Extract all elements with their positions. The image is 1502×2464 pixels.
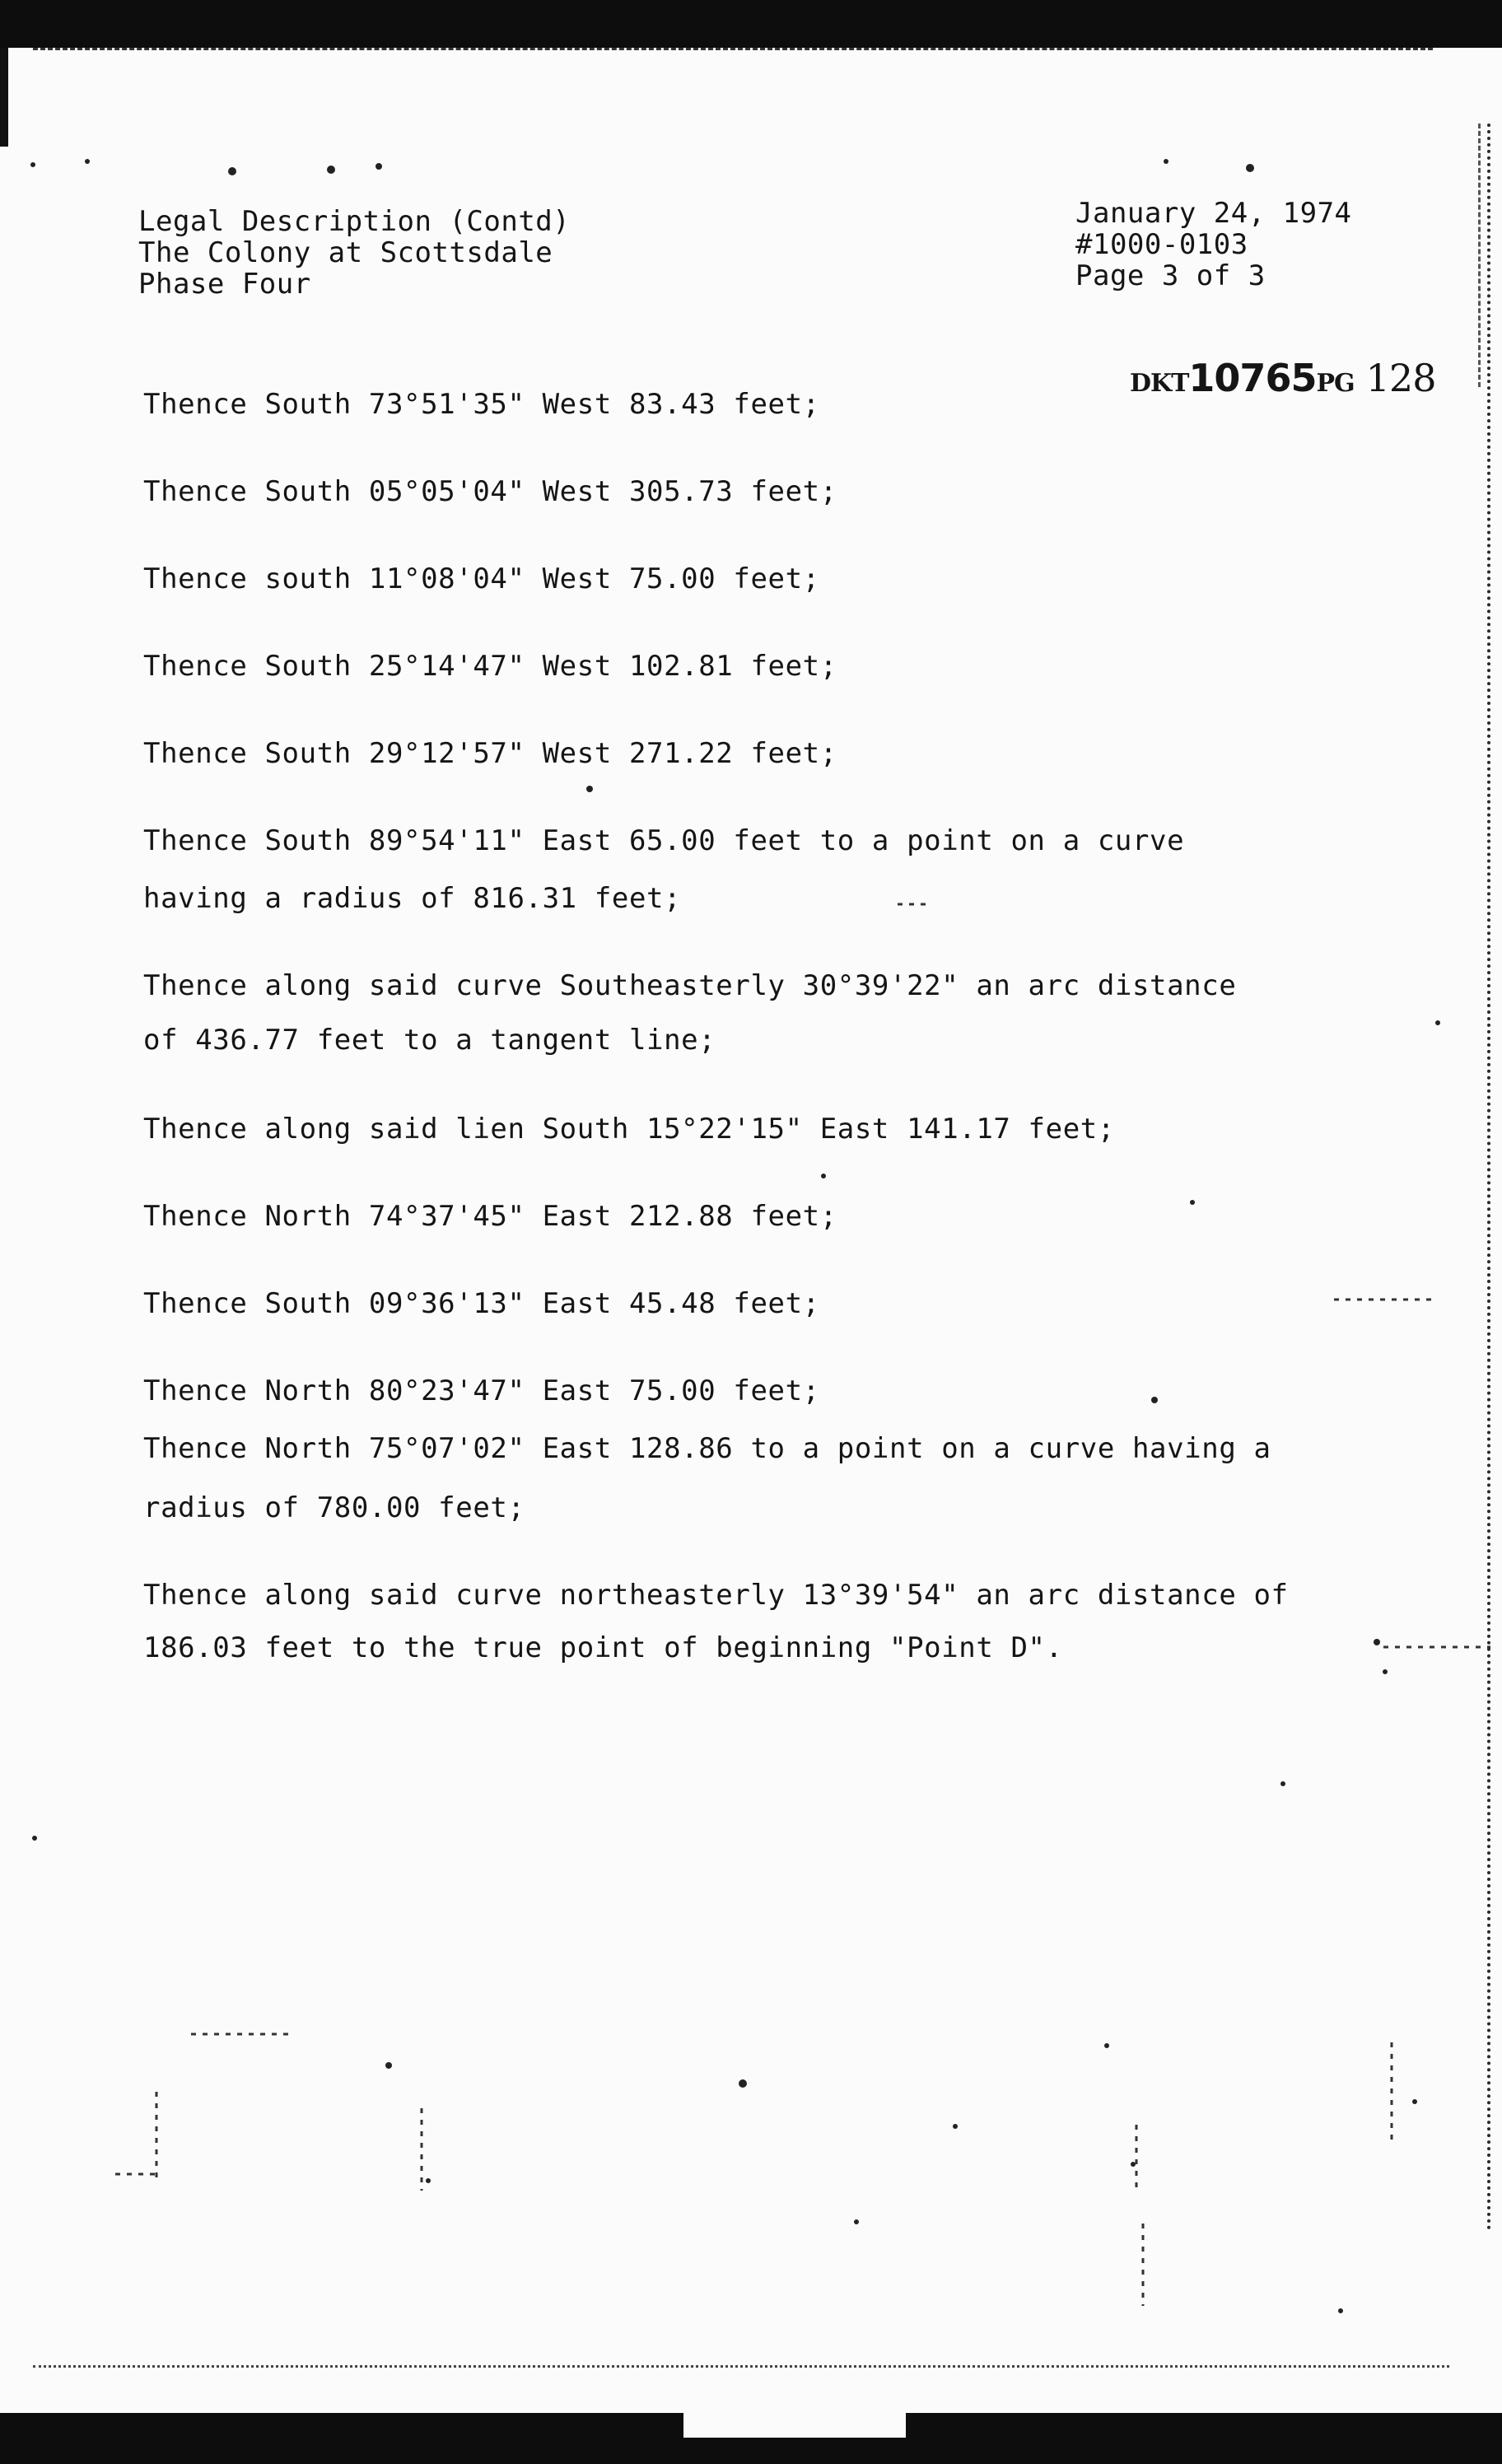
call-line: Thence North 80°23'47" East 75.00 feet; bbox=[143, 1374, 820, 1407]
call-line: Thence along said curve Southeasterly 30°39'22" an arc distance bbox=[143, 969, 1237, 1002]
call-line: Thence South 09°36'13" East 45.48 feet; bbox=[143, 1287, 820, 1320]
document-header-right bbox=[1075, 198, 1454, 292]
call-line: of 436.77 feet to a tangent line; bbox=[143, 1024, 716, 1057]
call-line: Thence North 74°37'45" East 212.88 feet; bbox=[143, 1200, 837, 1233]
call-line: Thence along said curve northeasterly 13°39'54" an arc distance of bbox=[143, 1579, 1289, 1612]
call-line: Thence South 73°51'35" West 83.43 feet; bbox=[143, 388, 820, 421]
call-line: having a radius of 816.31 feet; bbox=[143, 882, 682, 915]
book-ref-pg: PG bbox=[1316, 369, 1355, 398]
header-date: January 24, 1974 bbox=[1075, 197, 1352, 230]
header-phase: Phase Four bbox=[138, 268, 311, 301]
call-line: Thence North 75°07'02" East 128.86 to a point on a curve having a bbox=[143, 1432, 1271, 1465]
call-line: 186.03 feet to the true point of beginning "Point D". bbox=[143, 1631, 1063, 1664]
recording-book-reference bbox=[1130, 356, 1435, 400]
header-project: The Colony at Scottsdale bbox=[138, 236, 553, 269]
book-ref-number: 10765 bbox=[1188, 356, 1317, 400]
header-page-count: Page 3 of 3 bbox=[1075, 259, 1266, 292]
call-line: Thence south 11°08'04" West 75.00 feet; bbox=[143, 562, 820, 595]
header-file-number: #1000-0103 bbox=[1075, 228, 1248, 261]
call-line: Thence South 29°12'57" West 271.22 feet; bbox=[143, 737, 837, 770]
call-line: radius of 780.00 feet; bbox=[143, 1491, 525, 1524]
call-line: Thence South 05°05'04" West 305.73 feet; bbox=[143, 475, 837, 508]
call-line: Thence along said lien South 15°22'15" East 141.17 feet; bbox=[143, 1113, 1115, 1146]
call-line: Thence South 25°14'47" West 102.81 feet; bbox=[143, 650, 837, 683]
book-ref-page: 128 bbox=[1365, 356, 1436, 400]
book-ref-prefix: DKT bbox=[1130, 369, 1189, 398]
header-title: Legal Description (Contd) bbox=[138, 205, 571, 238]
document-header-left bbox=[138, 206, 715, 300]
call-line: Thence South 89°54'11" East 65.00 feet to a point on a curve bbox=[143, 824, 1185, 857]
